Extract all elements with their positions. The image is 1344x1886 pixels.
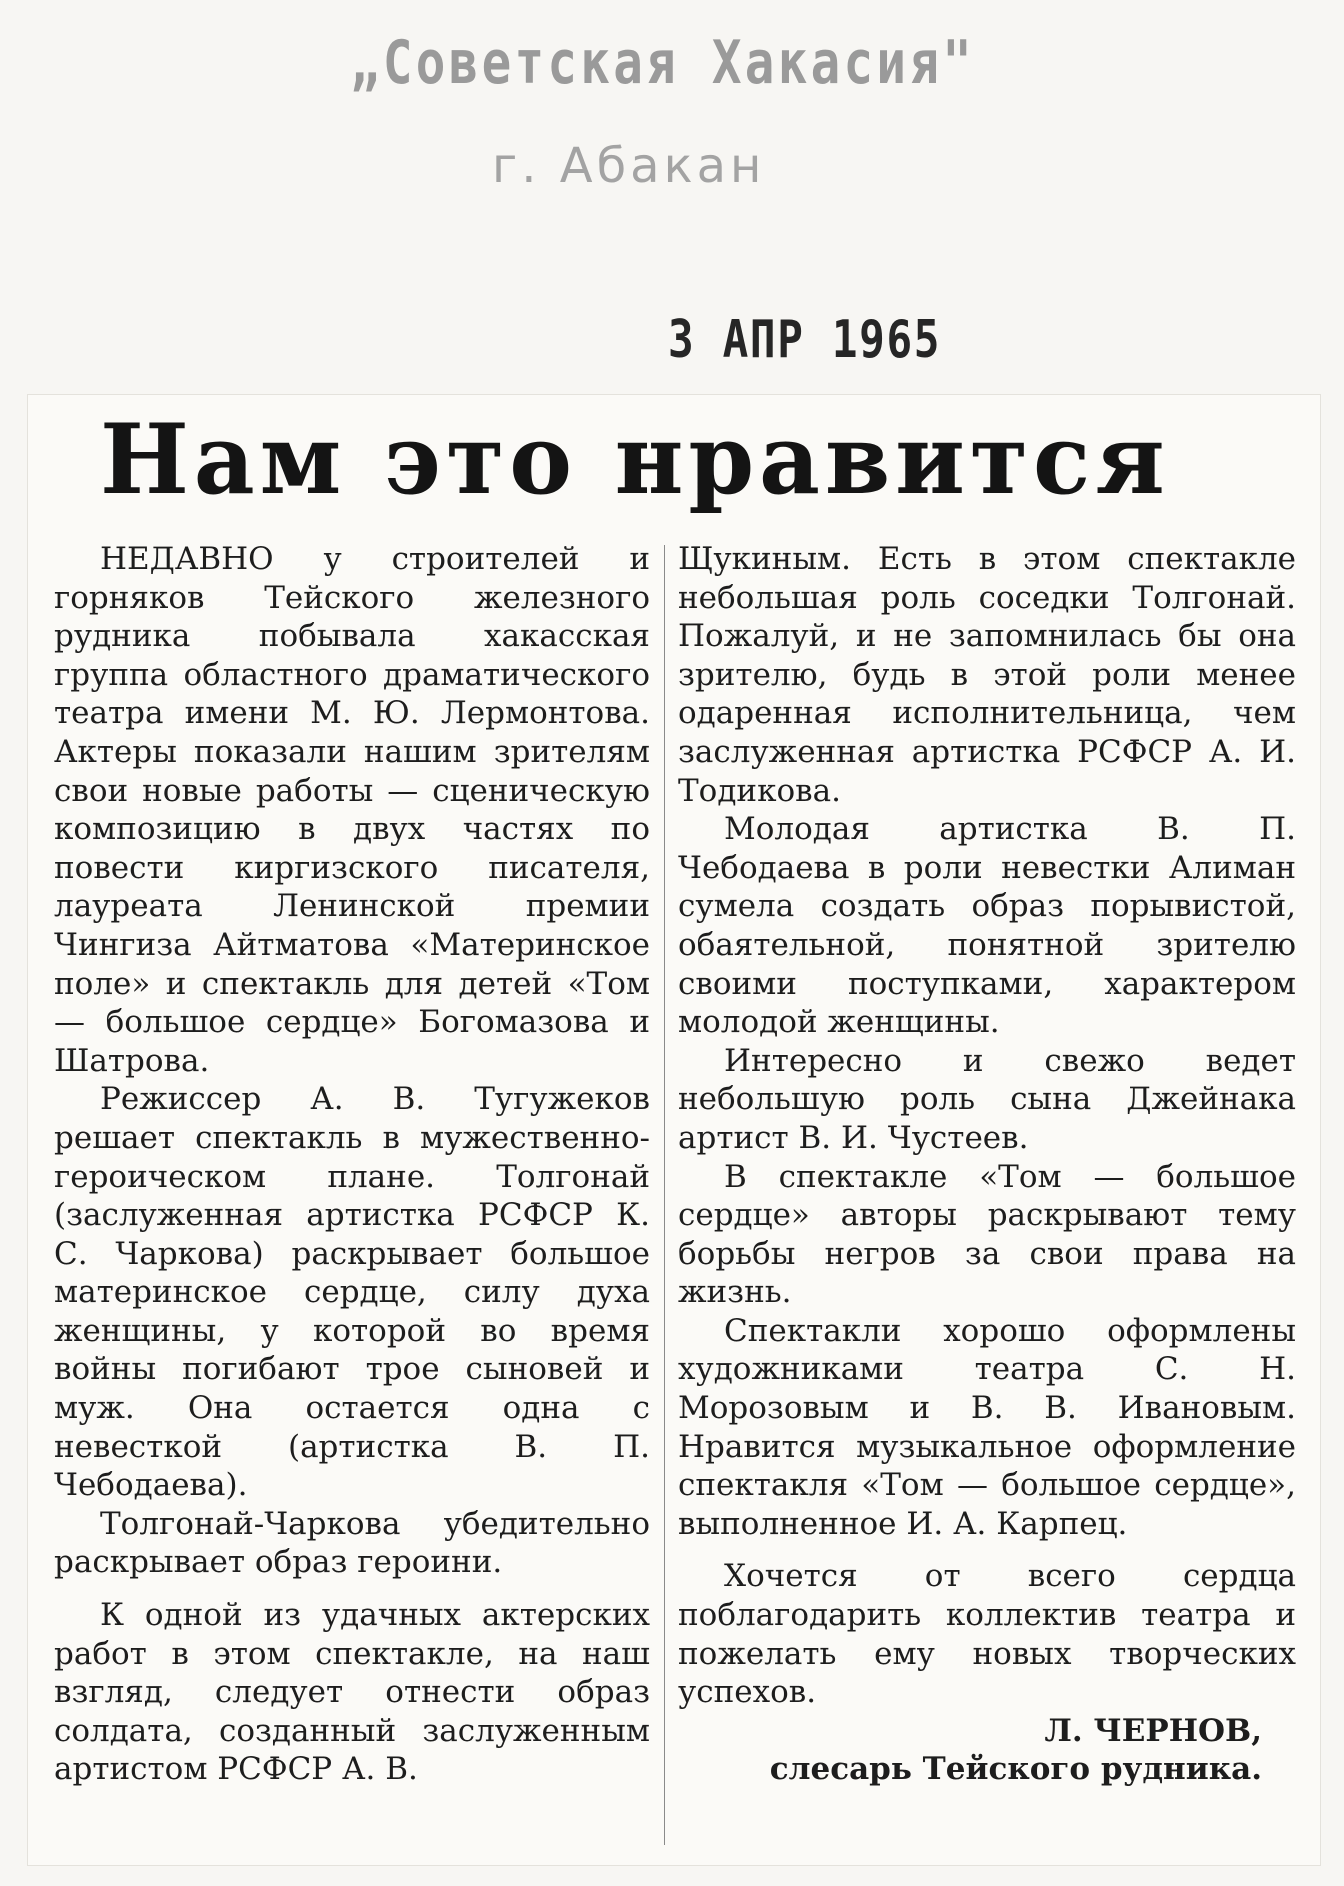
date-stamp: 3 АПР 1965 xyxy=(668,310,942,370)
newspaper-name-stamp: „Советская Хакасия" xyxy=(350,28,976,98)
paragraph: Хочется от всего сердца поблагодарить коллектив театра и пожелать ему новых творческих успехов. xyxy=(678,1558,1296,1711)
city-stamp: г. Абакан xyxy=(492,138,766,194)
paragraph: Режиссер А. В. Тугужеков решает спектакль в мужественно-героическом плане. Толгонай (заслуженная артистка РСФСР К. С. Чаркова) раскрывает большое материнское сердце, силу духа женщины, у которой во время войны погибают трое сыновей и муж. Она остается одна с невесткой (артистка В. П. Чебодаева). xyxy=(54,1081,650,1504)
paragraph: Интересно и свежо ведет небольшую роль сына Джейнака артист В. И. Чустеев. xyxy=(678,1042,1296,1156)
author-name: Л. ЧЕРНОВ, xyxy=(1044,1712,1262,1749)
paragraph: Толгонай-Чаркова убедительно раскрывает образ героини. xyxy=(54,1505,650,1581)
paragraph: НЕДАВНО у строителей и горняков Тейского железного рудника побывала хакасская группа областного драматического театра имени М. Ю. Лермонтова. Актеры показали нашим зрителям свои новые работы — сценическую композицию в двух частях по повести киргизского писателя, лауреата Ленинской премии Чингиза Айтматова «Материнское поле» и спектакль для детей «Том — большое сердце» Богомазова и Шатрова. xyxy=(54,541,650,1079)
article-headline: Нам это нравится xyxy=(100,403,1170,516)
paragraph: К одной из удачных актерских работ в этом спектакле, на наш взгляд, следует отнести образ солдата, созданный заслуженным артистом РСФСР А. В. xyxy=(54,1597,650,1788)
paragraph: Спектакли хорошо оформлены художниками театра С. Н. Морозовым и В. В. Ивановым. Нравится музыкальное оформление спектакля «Том — большое сердце», выполненное И. А. Карпец. xyxy=(678,1312,1296,1542)
paragraph: В спектакле «Том — большое сердце» авторы раскрывают тему борьбы негров за свои права на жизнь. xyxy=(678,1158,1296,1311)
article-left-column xyxy=(54,540,650,1789)
paragraph: Молодая артистка В. П. Чебодаева в роли невестки Алиман сумела создать образ порывистой, обаятельной, понятной зрителю своими поступками, характером молодой женщины. xyxy=(678,811,1296,1041)
column-divider xyxy=(664,545,665,1845)
author-role: слесарь Тейского рудника. xyxy=(769,1751,1262,1788)
article-right-column xyxy=(678,540,1296,1789)
paragraph: Щукиным. Есть в этом спектакле небольшая роль соседки Толгонай. Пожалуй, и не запомнилась бы она зрителю, будь в этой роли менее одаренная исполнительница, чем заслуженная артистка РСФСР А. И. Тодикова. xyxy=(678,541,1296,809)
